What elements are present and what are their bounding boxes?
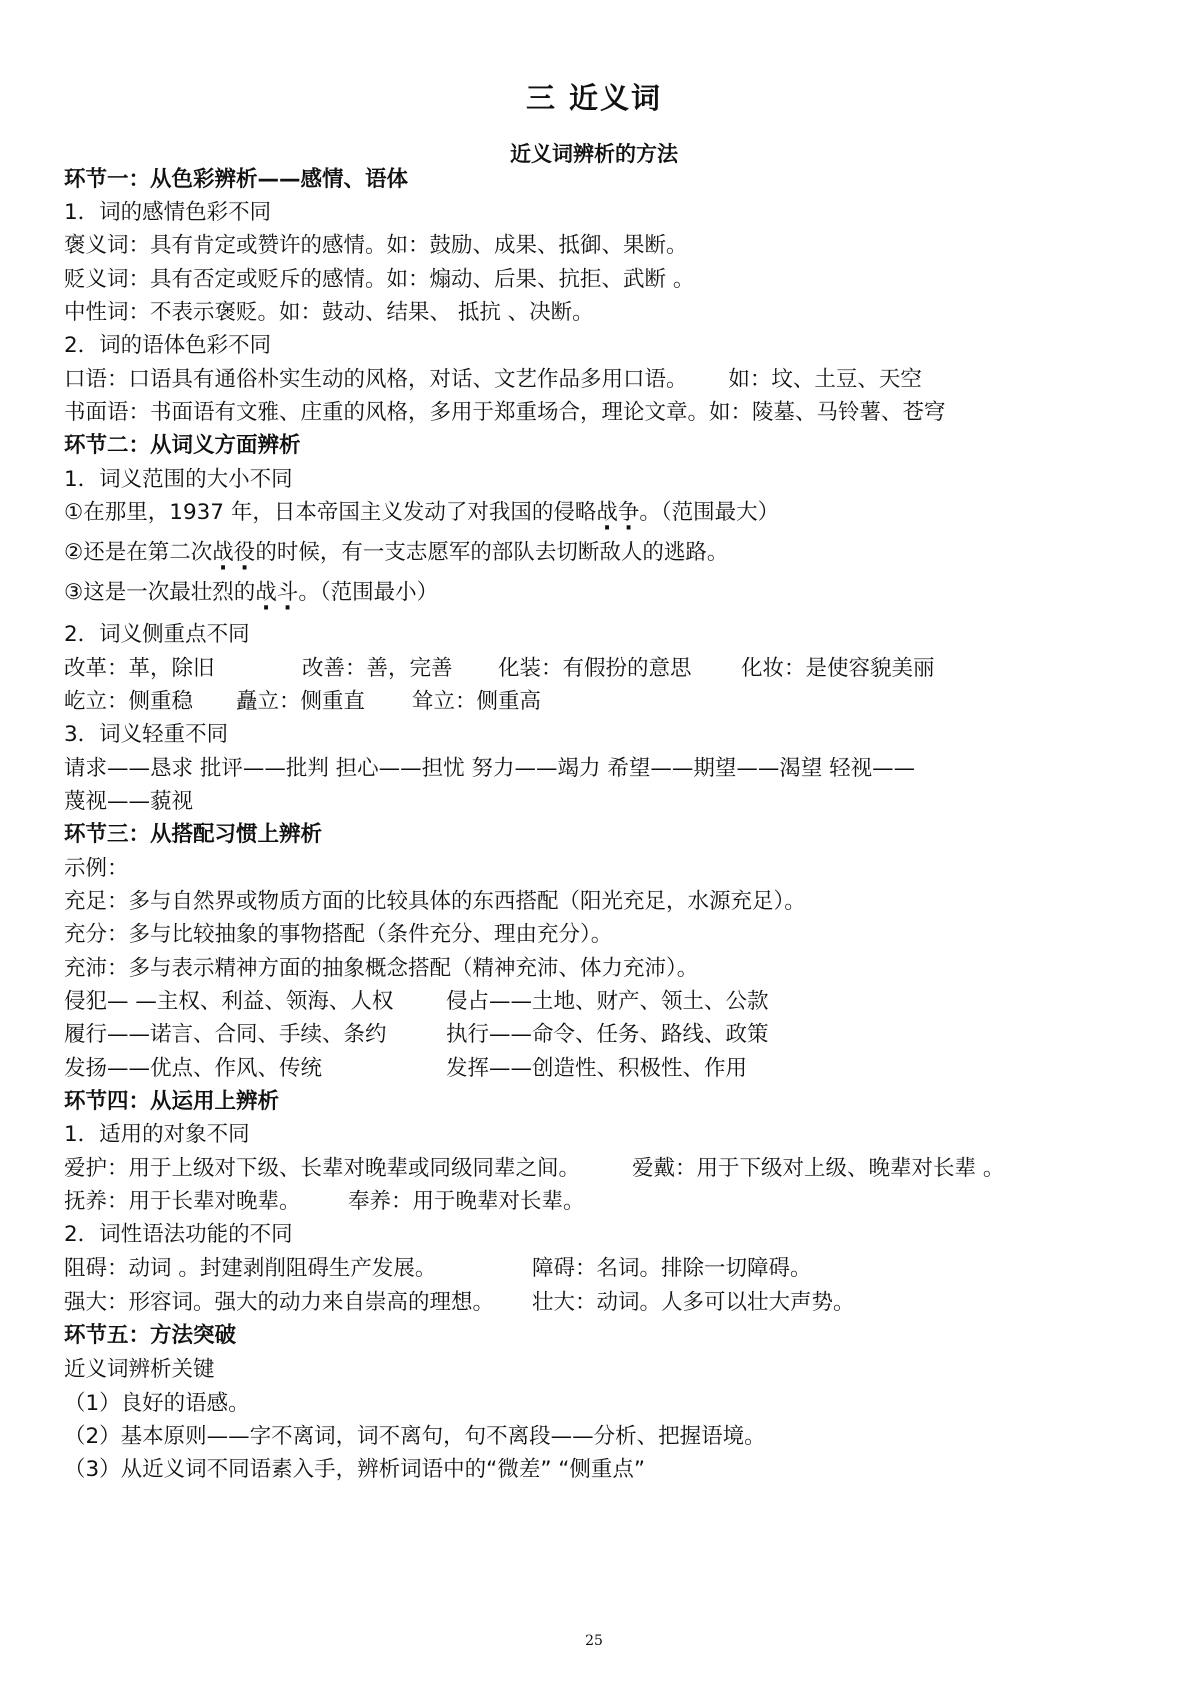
focus-pair: 化装：有假扮的意思 xyxy=(498,656,692,681)
colloquial-line xyxy=(64,366,922,394)
example-sentence-1 xyxy=(64,499,779,527)
example-label: 示例： xyxy=(64,856,129,881)
collocation-line-3: 充沛：多与表示精神方面的抽象概念搭配（精神充沛、体力充沛）。 xyxy=(64,956,699,981)
usage-row-1 xyxy=(64,1155,1124,1185)
emphasis-char: 争 xyxy=(617,500,640,525)
usage-entry: 阻碍：动词 。封建剥削阻碍生产发展。 xyxy=(64,1256,437,1281)
usage-row-3 xyxy=(64,1255,1124,1285)
focus-pair: 改革：革，除旧 xyxy=(64,656,215,681)
focus-pair: 改善：善，完善 xyxy=(302,656,453,681)
section-2-item-1: 1．词义范围的大小不同 xyxy=(64,467,293,492)
key-point-2: （2）基本原则——字不离词，词不离句，句不离段——分析、把握语境。 xyxy=(64,1424,766,1449)
usage-entry: 爱护：用于上级对下级、长辈对晚辈或同级同辈之间。 xyxy=(64,1156,581,1181)
focus-pair: 化妆：是使容貌美丽 xyxy=(741,656,935,681)
colloquial-text: 口语：口语具有通俗朴实生动的风格，对话、文艺作品多用口语。 xyxy=(64,367,688,392)
emphasis-char: 战 xyxy=(212,540,234,565)
page-title: 三 近义词 xyxy=(525,81,663,115)
collocation-pair-row xyxy=(64,1055,1124,1085)
collocation-pair-row xyxy=(64,988,1124,1018)
section-4-item-1: 1．适用的对象不同 xyxy=(64,1122,250,1147)
page-number: 25 xyxy=(585,1633,603,1649)
focus-row-1 xyxy=(64,655,1124,685)
written-line: 书面语：书面语有文雅、庄重的风格，多用于郑重场合，理论文章。如：陵墓、马铃薯、苍穹 xyxy=(64,400,946,425)
example-sentence-3 xyxy=(64,579,438,607)
page-subtitle: 近义词辨析的方法 xyxy=(510,142,678,166)
emphasis-char: 斗 xyxy=(276,580,299,605)
key-point-3: （3）从近义词不同语素入手，辨析词语中的“微差” “侧重点” xyxy=(64,1457,646,1482)
commendatory-line: 褒义词：具有肯定或赞许的感情。如：鼓励、成果、抵御、果断。 xyxy=(64,233,688,258)
emphasis-char: 役 xyxy=(233,540,256,565)
key-point-1: （1）良好的语感。 xyxy=(64,1391,250,1416)
usage-row-4 xyxy=(64,1289,1124,1319)
usage-row-2 xyxy=(64,1188,1124,1218)
section-4-heading: 环节四：从运用上辨析 xyxy=(64,1089,280,1114)
focus-row-2 xyxy=(64,688,1124,718)
section-1-item-2: 2．词的语体色彩不同 xyxy=(64,333,272,358)
emphasis-char: 战 xyxy=(596,500,618,525)
usage-entry: 障碍：名词。排除一切障碍。 xyxy=(532,1256,812,1281)
example-3-note: 。（范围最小） xyxy=(298,580,439,605)
example-2-note: 的时候，有一支志愿军的部队去切断敌人的逃路。 xyxy=(255,540,729,565)
collocation-pair: 执行——命令、任务、路线、政策 xyxy=(446,1022,769,1047)
derogatory-line: 贬义词：具有否定或贬斥的感情。如：煽动、后果、抗拒、武断 。 xyxy=(64,267,695,292)
example-2-text: ②还是在第二次 xyxy=(64,540,213,565)
section-1-item-1: 1．词的感情色彩不同 xyxy=(64,200,272,225)
intensity-line-1: 请求——恳求 批评——批判 担心——担忧 努力——竭力 希望——期望——渴望 轻视—— xyxy=(64,756,916,781)
usage-entry: 奉养：用于晚辈对长辈。 xyxy=(348,1189,585,1214)
usage-entry: 抚养：用于长辈对晚辈。 xyxy=(64,1189,301,1214)
collocation-pair: 侵犯— —主权、利益、领海、人权 xyxy=(64,989,394,1014)
section-5-heading: 环节五：方法突破 xyxy=(64,1323,237,1348)
example-1-note: 。（范围最大） xyxy=(639,500,780,525)
emphasis-char: 战 xyxy=(255,580,277,605)
section-2-item-2: 2．词义侧重点不同 xyxy=(64,622,250,647)
usage-entry: 爱戴：用于下级对上级、晚辈对长辈 。 xyxy=(632,1156,1005,1181)
section-1-heading: 环节一：从色彩辨析——感情、语体 xyxy=(64,167,409,192)
example-1-text: ①在那里，1937 年，日本帝国主义发动了对我国的侵略 xyxy=(64,500,597,525)
intensity-line-2: 蔑视——藐视 xyxy=(64,789,194,814)
collocation-line-2: 充分：多与比较抽象的事物搭配（条件充分、理由充分）。 xyxy=(64,922,613,947)
section-3-heading: 环节三：从搭配习惯上辨析 xyxy=(64,822,323,847)
collocation-pair: 发挥——创造性、积极性、作用 xyxy=(446,1056,748,1081)
section-4-item-2: 2．词性语法功能的不同 xyxy=(64,1222,293,1247)
example-3-text: ③这是一次最壮烈的 xyxy=(64,580,256,605)
collocation-line-1: 充足：多与自然界或物质方面的比较具体的东西搭配（阳光充足，水源充足）。 xyxy=(64,889,806,914)
neutral-line: 中性词：不表示褒贬。如：鼓动、结果、 抵抗 、决断。 xyxy=(64,300,594,325)
usage-entry: 壮大：动词。人多可以壮大声势。 xyxy=(532,1290,855,1315)
example-sentence-2 xyxy=(64,539,728,567)
focus-pair: 矗立：侧重直 xyxy=(236,689,366,714)
section-2-heading: 环节二：从词义方面辨析 xyxy=(64,433,301,458)
collocation-pair: 发扬——优点、作风、传统 xyxy=(64,1056,323,1081)
collocation-pair: 履行——诺言、合同、手续、条约 xyxy=(64,1022,387,1047)
section-2-item-3: 3．词义轻重不同 xyxy=(64,722,229,747)
colloquial-examples: 如：坟、土豆、天空 xyxy=(728,367,922,392)
focus-pair: 耸立：侧重高 xyxy=(412,689,542,714)
usage-entry: 强大：形容词。强大的动力来自崇高的理想。 xyxy=(64,1290,495,1315)
collocation-pair-row xyxy=(64,1021,1124,1051)
collocation-pair: 侵占——土地、财产、领土、公款 xyxy=(446,989,769,1014)
key-label: 近义词辨析关键 xyxy=(64,1357,215,1382)
focus-pair: 屹立：侧重稳 xyxy=(64,689,194,714)
